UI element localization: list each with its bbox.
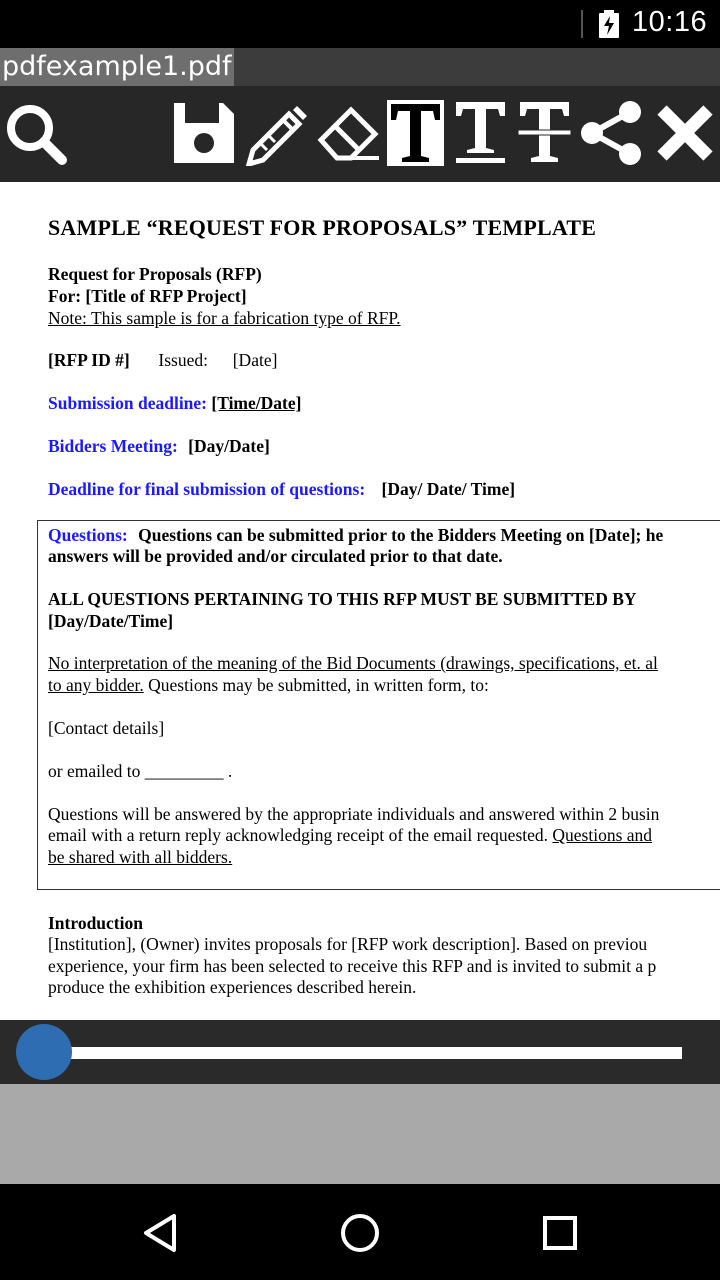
final-value: [Day/ Date/ Time]	[381, 479, 516, 499]
rfp-line: Request for Proposals (RFP)	[48, 264, 262, 284]
introduction-line-3: produce the exhibition experiences described herein.	[48, 977, 417, 997]
all-questions-line-1: ALL QUESTIONS PERTAINING TO THIS RFP MUST BE SUBMITTED BY	[48, 589, 637, 609]
all-questions-line-2: [Day/Date/Time]	[48, 611, 174, 631]
rfp-id: [RFP ID #]	[48, 350, 130, 370]
back-icon[interactable]	[138, 1210, 184, 1256]
for-line: For: [Title of RFP Project]	[48, 286, 247, 306]
questions-text: Questions can be submitted prior to the Bidders Meeting on [Date]; he	[138, 525, 664, 545]
text-icon[interactable]	[387, 100, 444, 166]
answered-line-1: Questions will be answered by the appropriate individuals and answered within 2 busin	[48, 804, 660, 824]
pencil-icon[interactable]	[243, 100, 309, 166]
save-icon[interactable]	[171, 100, 237, 166]
status-time: 10:16	[632, 6, 708, 38]
answered-line-2	[48, 825, 652, 846]
page-slider[interactable]	[0, 1020, 720, 1084]
final-label: Deadline for final submission of questions:	[48, 479, 366, 499]
slider-track[interactable]	[44, 1047, 682, 1059]
underline-text-icon[interactable]	[452, 100, 509, 166]
slider-thumb[interactable]	[16, 1024, 72, 1080]
bidders-value: [Day/Date]	[188, 436, 270, 456]
eraser-icon[interactable]	[315, 100, 381, 166]
submission-value: [Time/Date]	[211, 393, 302, 413]
toolbar	[0, 86, 720, 182]
contact-details: [Contact details]	[48, 718, 165, 738]
strikethrough-text-icon[interactable]	[516, 100, 573, 166]
interpretation-line-2	[48, 675, 489, 696]
home-icon[interactable]	[337, 1210, 383, 1256]
submission-label: Submission deadline:	[48, 393, 208, 413]
introduction-line-1: [Institution], (Owner) invites proposals for [RFP work description]. Based on previou	[48, 934, 648, 954]
final-deadline-row	[48, 479, 515, 500]
introduction-line-2: experience, your firm has been selected to receive this RFP and is invited to submit a p	[48, 956, 657, 976]
battery-charging-icon	[598, 10, 620, 38]
recents-icon[interactable]	[537, 1210, 583, 1256]
bidders-label: Bidders Meeting:	[48, 436, 178, 456]
search-icon[interactable]	[2, 100, 68, 166]
answered-line-3: be shared with all bidders.	[48, 847, 233, 867]
interpretation-line-1: No interpretation of the meaning of the Bid Documents (drawings, specifications, et. al	[48, 653, 658, 673]
close-icon[interactable]	[652, 100, 718, 166]
questions-label: Questions:	[48, 525, 128, 545]
emailed-line: or emailed to _________ .	[48, 761, 233, 781]
submission-row	[48, 393, 301, 414]
bidders-row	[48, 436, 270, 457]
introduction-heading: Introduction	[48, 913, 143, 933]
issued-value: [Date]	[232, 350, 278, 370]
interpretation-rest: Questions may be submitted, in written form, to:	[143, 675, 489, 695]
answered-line-2-underlined: Questions and	[552, 825, 653, 845]
interpretation-underlined: to any bidder.	[48, 675, 144, 695]
status-bar	[0, 0, 720, 48]
questions-row	[48, 525, 663, 546]
file-bar	[0, 48, 720, 86]
file-name: pdfexample1.pdf	[0, 48, 234, 86]
share-icon[interactable]	[578, 100, 644, 166]
document-title: SAMPLE “REQUEST FOR PROPOSALS” TEMPLATE	[48, 215, 597, 240]
status-divider	[581, 10, 583, 38]
pdf-page[interactable]	[0, 182, 720, 1020]
issued-label: Issued:	[158, 350, 208, 370]
answers-line: answers will be provided and/or circulated prior to that date.	[48, 546, 503, 566]
answered-line-2-text: email with a return reply acknowledging receipt of the email requested.	[48, 825, 553, 845]
rfp-id-row	[48, 350, 277, 371]
note-line: Note: This sample is for a fabrication type of RFP.	[48, 308, 401, 328]
empty-area	[0, 1084, 720, 1184]
nav-bar	[0, 1184, 720, 1280]
